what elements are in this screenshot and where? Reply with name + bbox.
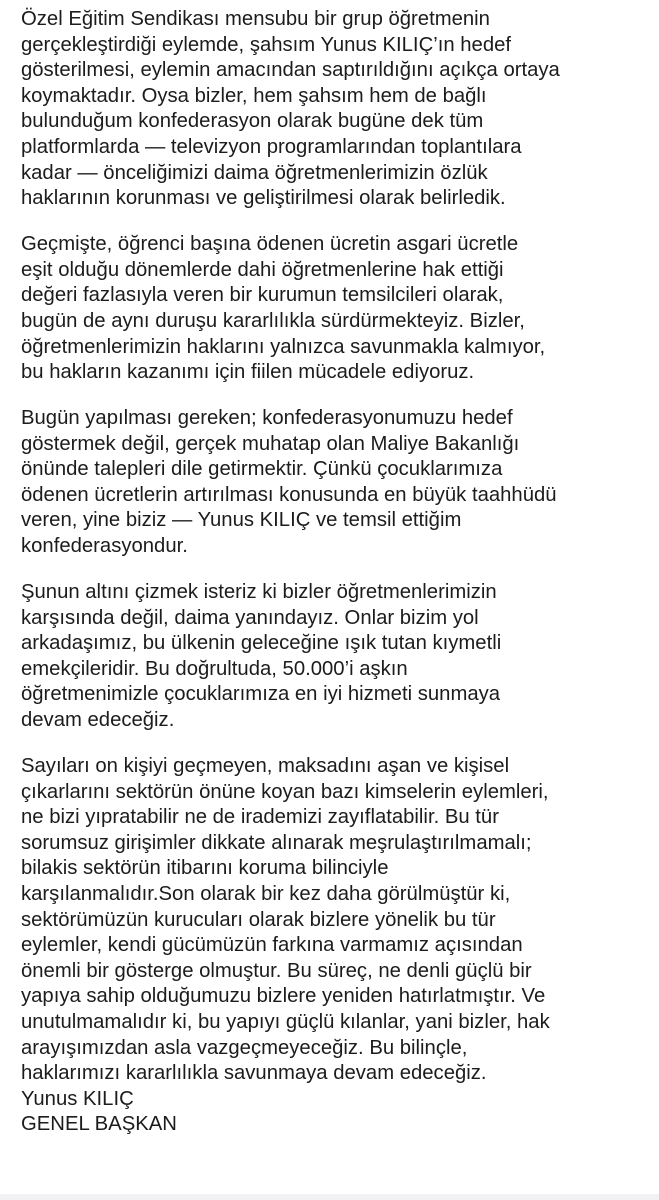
text-line: devam edeceğiz. bbox=[21, 709, 175, 732]
text-line: konfederasyondur. bbox=[21, 535, 188, 558]
text-line: unutulmamalıdır ki, bu yapıyı güçlü kılanlar, yani bizler, hak bbox=[21, 1010, 550, 1033]
text-line: önünde talepleri dile getirmektir. Çünkü çocuklarımıza bbox=[21, 458, 503, 481]
signature-block bbox=[21, 1087, 659, 1138]
text-line: gösterilmesi, eylemin amacından saptırıldığını açıkça ortaya bbox=[21, 59, 560, 82]
text-line: sorumsuz girişimler dikkate alınarak meşrulaştırılmamalı; bbox=[21, 831, 532, 854]
text-line: Geçmişte, öğrenci başına ödenen ücretin asgari ücretle bbox=[21, 233, 519, 256]
text-line: Özel Eğitim Sendikası mensubu bir grup öğretmenin bbox=[21, 8, 490, 30]
text-line: önemli bir gösterge olmuştur. Bu süreç, ne denli güçlü bir bbox=[21, 959, 532, 982]
text-line: haklarının korunması ve geliştirilmesi olarak belirledik. bbox=[21, 187, 506, 210]
text-line: arkadaşımız, bu ülkenin geleceğine ışık tutan kıymetli bbox=[21, 632, 502, 655]
text-line: Şunun altını çizmek isteriz ki bizler öğretmenlerimizin bbox=[21, 581, 497, 604]
text-line: bilakis sektörün itibarını koruma bilinciyle bbox=[21, 857, 389, 880]
paragraph bbox=[21, 580, 659, 734]
text-line: Bugün yapılması gereken; konfederasyonumuzu hedef bbox=[21, 407, 513, 430]
paragraph bbox=[21, 232, 659, 386]
text-line: ödenen ücretlerin artırılması konusunda en büyük taahhüdü bbox=[21, 483, 557, 506]
text-line: sektörümüzün kurucuları olarak bizlere yönelik bu tür bbox=[21, 908, 496, 931]
text-line: bugün de aynı duruşu kararlılıkla sürdürmekteyiz. Bizler, bbox=[21, 309, 525, 332]
text-line: platformlarda — televizyon programlarından toplantılara bbox=[21, 135, 522, 158]
text-line: kadar — önceliğimizi daima öğretmenlerimizin özlük bbox=[21, 161, 488, 184]
text-line: Sayıları on kişiyi geçmeyen, maksadını aşan ve kişisel bbox=[21, 755, 510, 777]
text-line: öğretmenlerimizin haklarını yalnızca savunmakla kalmıyor, bbox=[21, 335, 546, 358]
text-line: eşit olduğu dönemlerde dahi öğretmenlerine hak ettiği bbox=[21, 258, 504, 281]
text-line: öğretmenimizle çocuklarımıza en iyi hizmeti sunmaya bbox=[21, 683, 501, 706]
text-line: ne bizi yıpratabilir ne de irademizi zayıflatabilir. Bu tür bbox=[21, 806, 499, 829]
text-line: bulunduğum konfederasyon olarak bugüne dek tüm bbox=[21, 110, 484, 133]
text-line: değeri fazlasıyla veren bir kurumun temsilcileri olarak, bbox=[21, 284, 504, 307]
text-line: arayışımızdan asla vazgeçmeyeceğiz. Bu bilinçle, bbox=[21, 1036, 468, 1059]
text-line: eylemler, kendi gücümüzün farkına varmamız açısından bbox=[21, 934, 523, 957]
text-line: emekçileridir. Bu doğrultuda, 50.000’i aşkın bbox=[21, 657, 408, 680]
text-line: veren, yine biziz — Yunus KILIÇ ve temsil ettiğim bbox=[21, 509, 462, 532]
paragraph bbox=[21, 406, 659, 560]
text-line: yapıya sahip olduğumuzu bizlere yeniden hatırlatmıştır. Ve bbox=[21, 985, 546, 1008]
text-line: çıkarlarını sektörün önüne koyan bazı kimselerin eylemleri, bbox=[21, 780, 549, 803]
text-line: bu hakların kazanımı için fiilen mücadele ediyoruz. bbox=[21, 361, 475, 384]
text-line: karşısında değil, daima yanındayız. Onlar bizim yol bbox=[21, 606, 479, 629]
bottom-divider bbox=[0, 1194, 659, 1200]
signature-title: GENEL BAŞKAN bbox=[21, 1113, 177, 1136]
signature-name: Yunus KILIÇ bbox=[21, 1087, 134, 1110]
text-line: gerçekleştirdiği eylemde, şahsım Yunus KILIÇ’ın hedef bbox=[21, 33, 512, 56]
statement-document bbox=[21, 7, 659, 1138]
paragraph bbox=[21, 754, 659, 1087]
paragraph bbox=[21, 7, 659, 212]
text-line: karşılanmalıdır.Son olarak bir kez daha görülmüştür ki, bbox=[21, 882, 511, 905]
text-line: koymaktadır. Oysa bizler, hem şahsım hem de bağlı bbox=[21, 84, 487, 107]
text-line: haklarımızı kararlılıkla savunmaya devam edeceğiz. bbox=[21, 1062, 487, 1085]
text-line: göstermek değil, gerçek muhatap olan Maliye Bakanlığı bbox=[21, 432, 520, 455]
